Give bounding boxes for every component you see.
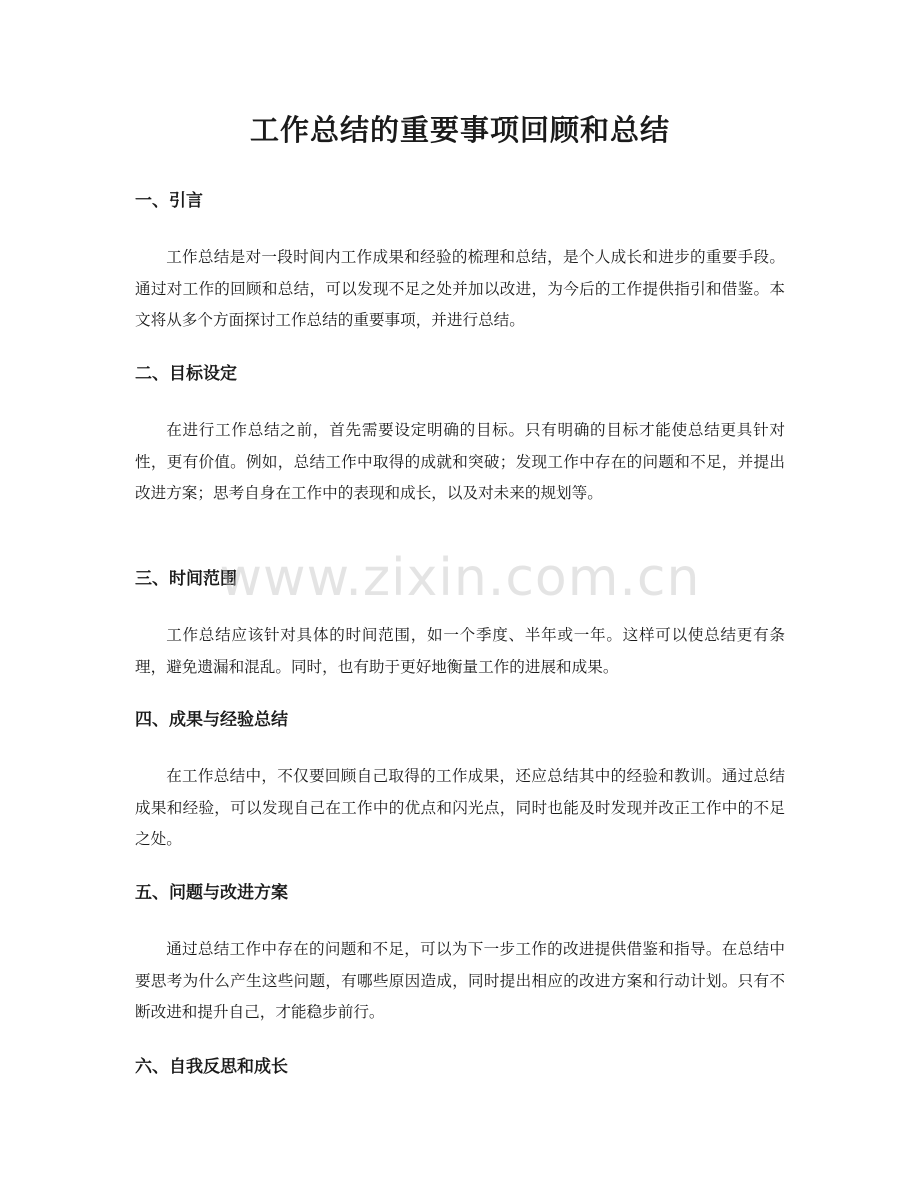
section-heading: 二、目标设定 xyxy=(135,364,237,384)
section-paragraph: 工作总结应该针对具体的时间范围，如一个季度、半年或一年。这样可以使总结更有条理，避免遗漏和混乱。同时，也有助于更好地衡量工作的进展和成果。 xyxy=(135,626,785,676)
section-heading: 三、时间范围 xyxy=(135,569,237,589)
section-paragraph: 在工作总结中，不仅要回顾自己取得的工作成果，还应总结其中的经验和教训。通过总结成果和经验，可以发现自己在工作中的优点和闪光点，同时也能及时发现并改正工作中的不足之处。 xyxy=(135,767,785,849)
section-time-range xyxy=(135,566,785,683)
section-self-reflection xyxy=(135,1054,785,1080)
section-introduction xyxy=(135,188,785,337)
section-heading: 四、成果与经验总结 xyxy=(135,710,288,730)
section-paragraph: 工作总结是对一段时间内工作成果和经验的梳理和总结，是个人成长和进步的重要手段。通过对工作的回顾和总结，可以发现不足之处并加以改进，为今后的工作提供指引和借鉴。本文将从多个方面探讨工作总结的重要事项，并进行总结。 xyxy=(135,248,785,330)
watermark-text: www.zixin.com.cn xyxy=(219,548,701,608)
section-results-experience xyxy=(135,707,785,856)
page-title: 工作总结的重要事项回顾和总结 xyxy=(249,113,670,147)
section-paragraph: 通过总结工作中存在的问题和不足，可以为下一步工作的改进提供借鉴和指导。在总结中要思考为什么产生这些问题，有哪些原因造成，同时提出相应的改进方案和行动计划。只有不断改进和提升自己，才能稳步前行。 xyxy=(135,940,785,1022)
section-problems-improvements xyxy=(135,880,785,1029)
section-heading: 五、问题与改进方案 xyxy=(135,883,288,903)
section-heading: 一、引言 xyxy=(135,191,203,211)
section-goal-setting xyxy=(135,361,785,510)
section-heading: 六、自我反思和成长 xyxy=(135,1057,288,1077)
section-paragraph: 在进行工作总结之前，首先需要设定明确的目标。只有明确的目标才能使总结更具针对性，更有价值。例如，总结工作中取得的成就和突破；发现工作中存在的问题和不足，并提出改进方案；思考自身在工作中的表现和成长，以及对未来的规划等。 xyxy=(135,421,785,503)
